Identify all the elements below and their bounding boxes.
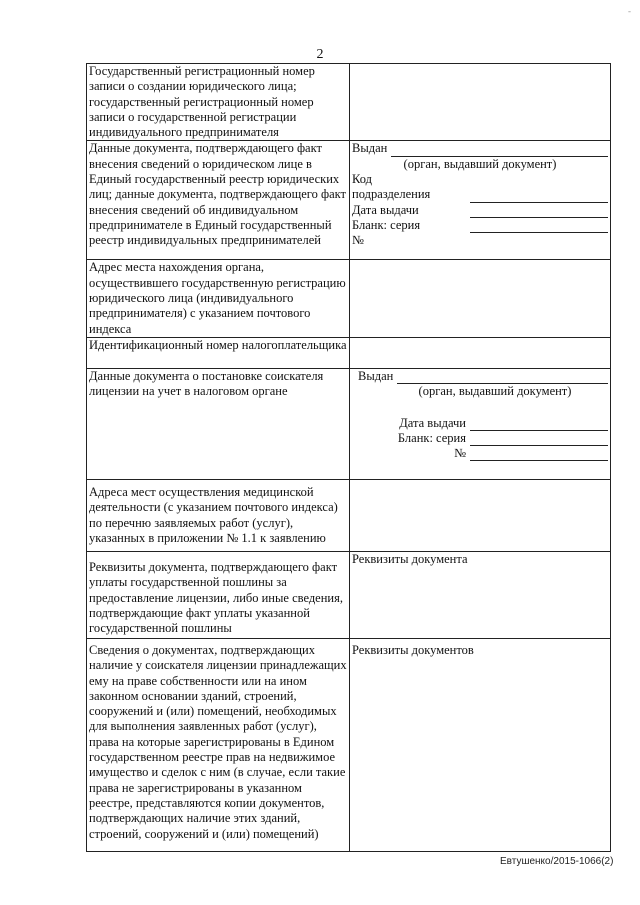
issued-label: Выдан bbox=[352, 141, 388, 156]
table-row bbox=[87, 64, 611, 141]
tax-form-series-line bbox=[352, 431, 608, 446]
field-value-egr-document bbox=[350, 141, 611, 260]
issued-input[interactable] bbox=[391, 144, 608, 157]
tax-issued-label: Выдан bbox=[358, 368, 394, 383]
table-row bbox=[87, 368, 611, 479]
issued-line bbox=[352, 141, 608, 156]
number-label: № bbox=[352, 233, 364, 248]
table-row bbox=[87, 551, 611, 638]
tax-issue-date-input[interactable] bbox=[470, 418, 608, 431]
field-label-authority-address: Адрес места нахождения органа, осуществившего государственную регистрацию юридического лица (индивидуального предпринимателя) с указанием почтового индекса bbox=[87, 260, 350, 337]
table-row bbox=[87, 638, 611, 851]
code-line bbox=[352, 187, 608, 202]
table-row bbox=[87, 260, 611, 337]
form-series-line bbox=[352, 218, 608, 233]
tax-issued-input[interactable] bbox=[397, 371, 608, 384]
field-value-premises-documents bbox=[350, 638, 611, 851]
tax-issued-line bbox=[352, 369, 608, 384]
fee-details-label: Реквизиты документа bbox=[352, 551, 468, 566]
field-label-ogrn: Государственный регистрационный номер записи о создании юридического лица; государственный регистрационный номер записи о государственной регистрации индивидуального предпринимателя bbox=[87, 64, 350, 141]
field-value-activity-addresses[interactable] bbox=[350, 479, 611, 551]
field-value-authority-address[interactable] bbox=[350, 260, 611, 337]
tax-issue-date-line bbox=[352, 416, 608, 431]
field-label-egr-document: Данные документа, подтверждающего факт внесения сведений о юридическом лице в Единый государственный реестр юридических лиц; данные документа, подтверждающего факт внесения сведений об индивидуальном предпринимателе в Единый государственный реестр индивидуальных предпринимателей bbox=[87, 141, 350, 260]
tax-form-series-input[interactable] bbox=[470, 433, 608, 446]
page-number: 2 bbox=[316, 47, 324, 62]
tax-number-label: № bbox=[454, 446, 466, 461]
code-label-2: подразделения bbox=[352, 187, 431, 202]
issue-date-label: Дата выдачи bbox=[352, 202, 419, 217]
tax-issuer-caption: (орган, выдавший документ) bbox=[418, 384, 572, 399]
tax-form-series-label: Бланк: серия bbox=[397, 430, 466, 445]
issue-date-line bbox=[352, 203, 608, 218]
field-label-fee-payment: Реквизиты документа, подтверждающего факт уплаты государственной пошлины за предоставление лицензии, либо иные сведения, подтверждающие факт уплаты указанной государственной пошлины bbox=[87, 551, 350, 638]
tax-number-input[interactable] bbox=[470, 448, 608, 461]
field-label-tax-document: Данные документа о постановке соискателя лицензии на учет в налоговом органе bbox=[87, 368, 350, 479]
field-value-inn[interactable] bbox=[350, 337, 611, 368]
table-row bbox=[87, 141, 611, 260]
code-input[interactable] bbox=[470, 190, 608, 203]
field-value-tax-document bbox=[350, 368, 611, 479]
form-series-label: Бланк: серия bbox=[352, 217, 421, 232]
tax-number-line bbox=[352, 446, 608, 461]
field-value-fee-payment bbox=[350, 551, 611, 638]
footer-reference: Евтушенко/2015-1066(2) bbox=[500, 856, 614, 867]
form-series-input[interactable] bbox=[470, 220, 608, 233]
docs-details-label: Реквизиты документов bbox=[352, 642, 474, 657]
license-form-table bbox=[86, 63, 611, 852]
corner-mark: - bbox=[628, 6, 631, 16]
issuer-caption: (орган, выдавший документ) bbox=[403, 156, 557, 171]
code-label: Код bbox=[352, 172, 372, 187]
field-label-activity-addresses: Адреса мест осуществления медицинской деятельности (с указанием почтового индекса) по перечню заявляемых работ (услуг), указанных в приложении № 1.1 к заявлению bbox=[87, 479, 350, 551]
issue-date-input[interactable] bbox=[470, 205, 608, 218]
field-label-premises-documents: Сведения о документах, подтверждающих наличие у соискателя лицензии принадлежащих ему на праве собственности или на ином законном основании зданий, строений, сооружений и (или) помещений, необходимых для выполнения заявленных работ (услуг), права на которые зарегистрированы в Едином государственном реестре прав на недвижимое имущество и сделок с ним (в случае, если такие права не зарегистрированы в указанном реестре, представляются копии документов, подтверждающих наличие этих зданий, строений, сооружений и (или) помещений) bbox=[87, 638, 350, 851]
field-value-ogrn[interactable] bbox=[350, 64, 611, 141]
field-label-inn: Идентификационный номер налогоплательщика bbox=[87, 337, 350, 368]
tax-issue-date-label: Дата выдачи bbox=[399, 415, 466, 430]
table-row bbox=[87, 479, 611, 551]
table-row bbox=[87, 337, 611, 368]
